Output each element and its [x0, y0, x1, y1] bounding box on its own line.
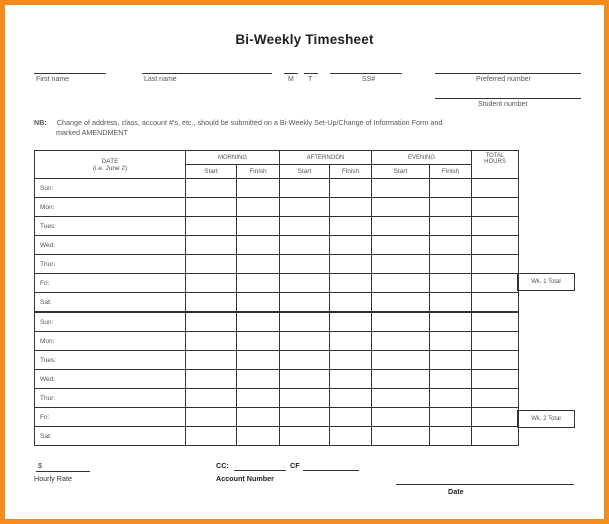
timesheet-table [34, 150, 519, 446]
table-row [35, 351, 519, 370]
time-entry-cell[interactable] [430, 408, 472, 427]
time-entry-cell[interactable] [186, 293, 237, 313]
time-entry-cell[interactable] [330, 255, 372, 274]
total-hours-header: TOTAL HOURS [472, 151, 519, 179]
time-entry-cell[interactable] [280, 255, 330, 274]
table-row [35, 370, 519, 389]
evening-header: EVENING [372, 151, 472, 165]
morning-finish-header: Finish [237, 165, 280, 179]
time-entry-cell[interactable] [430, 179, 472, 198]
time-entry-cell[interactable] [472, 274, 519, 293]
day-label: Wed: [35, 370, 186, 389]
time-entry-cell[interactable] [372, 293, 430, 313]
day-label: Thur: [35, 255, 186, 274]
day-label: Fri: [35, 274, 186, 293]
time-entry-cell[interactable] [186, 370, 237, 389]
time-entry-cell[interactable] [186, 427, 237, 446]
time-entry-cell[interactable] [372, 312, 430, 332]
time-entry-cell[interactable] [237, 274, 280, 293]
time-entry-cell[interactable] [280, 217, 330, 236]
time-entry-cell[interactable] [330, 408, 372, 427]
table-row [35, 179, 519, 198]
day-label: Fri: [35, 408, 186, 427]
cc-line [234, 470, 286, 471]
time-entry-cell[interactable] [330, 217, 372, 236]
amendment-note [34, 118, 554, 138]
time-entry-cell[interactable] [372, 370, 430, 389]
time-entry-cell[interactable] [330, 293, 372, 313]
time-entry-cell[interactable] [330, 351, 372, 370]
day-label: Sat: [35, 293, 186, 313]
table-row [35, 332, 519, 351]
time-entry-cell[interactable] [472, 255, 519, 274]
time-entry-cell[interactable] [186, 408, 237, 427]
time-entry-cell[interactable] [430, 236, 472, 255]
time-entry-cell[interactable] [237, 217, 280, 236]
last-name-label: Last name [144, 76, 177, 83]
time-entry-cell[interactable] [472, 179, 519, 198]
time-entry-cell[interactable] [330, 427, 372, 446]
table-row [35, 293, 519, 313]
afternoon-finish-header: Finish [330, 165, 372, 179]
time-entry-cell[interactable] [430, 332, 472, 351]
time-entry-cell[interactable] [472, 427, 519, 446]
hourly-rate-label: Hourly Rate [34, 474, 72, 483]
cc-label: CC: [216, 461, 229, 470]
time-entry-cell[interactable] [280, 389, 330, 408]
time-entry-cell[interactable] [280, 179, 330, 198]
time-entry-cell[interactable] [186, 274, 237, 293]
time-entry-cell[interactable] [237, 370, 280, 389]
ssn-label: SS# [362, 76, 376, 83]
time-entry-cell[interactable] [430, 427, 472, 446]
week-2-rows [35, 312, 519, 446]
time-entry-cell[interactable] [237, 351, 280, 370]
time-entry-cell[interactable] [186, 332, 237, 351]
time-entry-cell[interactable] [186, 312, 237, 332]
time-entry-cell[interactable] [186, 179, 237, 198]
week-1-total-box[interactable]: Wk. 1 Total [517, 273, 575, 291]
student-number-line [435, 98, 581, 99]
account-number-label: Account Number [216, 474, 274, 483]
mi-line [284, 73, 298, 74]
time-entry-cell[interactable] [237, 255, 280, 274]
time-entry-cell[interactable] [472, 370, 519, 389]
time-entry-cell[interactable] [372, 427, 430, 446]
time-entry-cell[interactable] [472, 293, 519, 313]
day-label: Sat: [35, 427, 186, 446]
mi-label: M [288, 76, 294, 83]
time-entry-cell[interactable] [472, 312, 519, 332]
cf-label: CF [290, 461, 300, 470]
time-entry-cell[interactable] [330, 198, 372, 217]
date-header: DATE (i.e. June 2) [35, 151, 186, 179]
morning-header: MORNING [186, 151, 280, 165]
time-entry-cell[interactable] [237, 312, 280, 332]
time-entry-cell[interactable] [372, 217, 430, 236]
time-entry-cell[interactable] [372, 179, 430, 198]
hourly-rate-line [36, 471, 90, 472]
time-entry-cell[interactable] [372, 274, 430, 293]
table-row [35, 312, 519, 332]
time-entry-cell[interactable] [186, 198, 237, 217]
table-row [35, 389, 519, 408]
time-entry-cell[interactable] [372, 389, 430, 408]
time-entry-cell[interactable] [430, 255, 472, 274]
time-entry-cell[interactable] [472, 236, 519, 255]
note-line-1: Change of address, class, account #'s, etc., should be submitted on a Bi-Weekly Set-Up/Change of Information Form and [56, 118, 443, 127]
afternoon-start-header: Start [280, 165, 330, 179]
ssn-line [330, 73, 402, 74]
student-number-label: Student number [478, 101, 528, 108]
dollar-sign: $ [38, 461, 42, 470]
time-entry-cell[interactable] [280, 198, 330, 217]
time-entry-cell[interactable] [430, 351, 472, 370]
time-entry-cell[interactable] [472, 217, 519, 236]
time-entry-cell[interactable] [430, 370, 472, 389]
time-entry-cell[interactable] [472, 389, 519, 408]
time-entry-cell[interactable] [330, 179, 372, 198]
time-entry-cell[interactable] [330, 389, 372, 408]
note-label: NB: [34, 118, 47, 127]
day-label: Sun: [35, 312, 186, 332]
preferred-number-label: Preferred number [476, 76, 531, 83]
time-entry-cell[interactable] [237, 179, 280, 198]
time-entry-cell[interactable] [280, 293, 330, 313]
evening-start-header: Start [372, 165, 430, 179]
time-entry-cell[interactable] [372, 351, 430, 370]
time-entry-cell[interactable] [237, 236, 280, 255]
time-entry-cell[interactable] [472, 198, 519, 217]
evening-finish-header: Finish [430, 165, 472, 179]
time-entry-cell[interactable] [237, 408, 280, 427]
table-row [35, 236, 519, 255]
time-entry-cell[interactable] [280, 332, 330, 351]
day-label: Wed: [35, 236, 186, 255]
date-line [396, 484, 574, 485]
time-entry-cell[interactable] [280, 427, 330, 446]
day-label: Tues: [35, 217, 186, 236]
time-entry-cell[interactable] [372, 408, 430, 427]
day-label: Mon: [35, 332, 186, 351]
week-2-total-box[interactable]: Wk. 2 Total [517, 410, 575, 428]
initial-line [304, 73, 318, 74]
time-entry-cell[interactable] [430, 312, 472, 332]
cf-line [303, 470, 359, 471]
time-entry-cell[interactable] [430, 274, 472, 293]
time-entry-cell[interactable] [430, 293, 472, 313]
last-name-line [142, 73, 272, 74]
note-line-2: marked AMENDMENT [56, 128, 128, 137]
week-1-rows [35, 179, 519, 313]
time-entry-cell[interactable] [280, 312, 330, 332]
time-entry-cell[interactable] [330, 332, 372, 351]
document-title: Bi-Weekly Timesheet [235, 32, 374, 47]
table-row [35, 408, 519, 427]
time-entry-cell[interactable] [237, 198, 280, 217]
table-row [35, 274, 519, 293]
time-entry-cell[interactable] [186, 236, 237, 255]
time-entry-cell[interactable] [280, 408, 330, 427]
initial-label: T [308, 76, 313, 83]
time-entry-cell[interactable] [186, 389, 237, 408]
date-label: Date [448, 487, 464, 496]
time-entry-cell[interactable] [472, 351, 519, 370]
day-label: Tues: [35, 351, 186, 370]
time-entry-cell[interactable] [280, 370, 330, 389]
morning-start-header: Start [186, 165, 237, 179]
time-entry-cell[interactable] [186, 351, 237, 370]
time-entry-cell[interactable] [430, 389, 472, 408]
time-entry-cell[interactable] [372, 332, 430, 351]
table-row [35, 198, 519, 217]
time-entry-cell[interactable] [330, 312, 372, 332]
table-row [35, 427, 519, 446]
time-entry-cell[interactable] [237, 293, 280, 313]
time-entry-cell[interactable] [472, 332, 519, 351]
time-entry-cell[interactable] [280, 351, 330, 370]
time-entry-cell[interactable] [280, 236, 330, 255]
time-entry-cell[interactable] [430, 217, 472, 236]
time-entry-cell[interactable] [330, 236, 372, 255]
time-entry-cell[interactable] [372, 236, 430, 255]
time-entry-cell[interactable] [237, 389, 280, 408]
first-name-line [34, 73, 106, 74]
time-entry-cell[interactable] [237, 332, 280, 351]
day-label: Sun: [35, 179, 186, 198]
preferred-number-line [435, 73, 581, 74]
day-label: Thur: [35, 389, 186, 408]
time-entry-cell[interactable] [186, 217, 237, 236]
table-row [35, 255, 519, 274]
time-entry-cell[interactable] [186, 255, 237, 274]
time-entry-cell[interactable] [372, 198, 430, 217]
time-entry-cell[interactable] [430, 198, 472, 217]
time-entry-cell[interactable] [472, 408, 519, 427]
time-entry-cell[interactable] [372, 255, 430, 274]
day-label: Mon: [35, 198, 186, 217]
time-entry-cell[interactable] [330, 274, 372, 293]
time-entry-cell[interactable] [280, 274, 330, 293]
time-entry-cell[interactable] [330, 370, 372, 389]
afternoon-header: AFTERNOON [280, 151, 372, 165]
table-row [35, 217, 519, 236]
first-name-label: First name [36, 76, 70, 83]
time-entry-cell[interactable] [237, 427, 280, 446]
